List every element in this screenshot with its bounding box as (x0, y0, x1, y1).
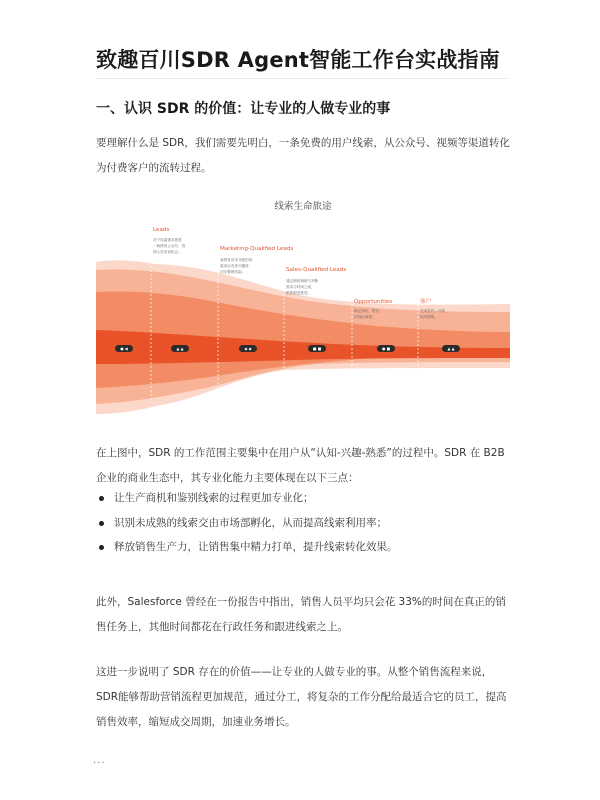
stage-label-leads: Leads (153, 227, 170, 233)
stage-marker-label: ▲ ▲ (176, 346, 184, 351)
bullet-dot-icon (99, 496, 104, 501)
stage-label-mql: Marketing-Qualified Leads (220, 246, 294, 252)
stage-label-customer: 客户 (420, 299, 432, 305)
bullet-dot-icon (99, 521, 104, 526)
bullet-dot-icon (99, 545, 104, 550)
section-title: 一、认识 SDR 的价值：让专业的人做专业的事 (96, 101, 391, 117)
stage-desc: 索项目或者兴趣度， (220, 264, 253, 268)
list-item-text: 识别未成熟的线索交由市场部孵化，从而提高线索利用率； (114, 516, 387, 529)
stage-desc: 理人员培训机会。 (153, 250, 182, 254)
stage-desc: 完成签约，付款， (420, 309, 449, 313)
stage-desc: 通过商机调研与判断 (286, 279, 319, 283)
stage-desc: 表明有初步分配的线 (220, 258, 253, 262)
lead-journey-figure (96, 192, 510, 416)
sdr-value-paragraph: 这进一步说明了 SDR 存在的价值——让专业的人做专业的事。从整个销售流程来说，SDR能够帮助营销流程更加规范，通过分工，将复杂的工作分配给最适合它的员工，提高销售效率，缩短成交周期，加速业务增长。 (96, 666, 507, 728)
title-divider (96, 78, 508, 79)
stage-desc: 销售跟进推进。 (286, 291, 312, 295)
stage-label-sql: Sales-Qualified Leads (286, 267, 347, 273)
stage-desc: 初步整理线索。 (220, 270, 246, 274)
list-item (96, 517, 510, 529)
list-item-text: 让生产商机和鉴别线索的过程更加专业化； (114, 492, 314, 504)
stage-desc: 招投标流程。 (354, 315, 376, 319)
lead-journey-diagram (96, 192, 510, 416)
continuation-ellipsis: ··· (93, 758, 106, 769)
stage-marker-label: ● ◀ (120, 346, 128, 351)
stage-marker-label: ◆ ◆ (244, 346, 252, 351)
stage-desc: 需求与时间之间， (286, 285, 315, 289)
document-title: 致趣百川SDR Agent智能工作台实战指南 (96, 48, 500, 72)
stage-desc: 确定商机，报价， (354, 309, 383, 313)
stage-desc: 续约增购。 (420, 315, 438, 319)
list-item (96, 492, 510, 504)
value-bullet-list (96, 492, 510, 566)
figure-title: 线索生命旅途 (274, 201, 332, 212)
list-item (96, 541, 510, 553)
stage-marker-label: ■ ■ (312, 346, 322, 351)
stage-marker-label: ▲ ▲ (447, 346, 455, 351)
list-item-text: 释放销售生产力，让销售集中精力打单，提升线索转化效果。 (114, 541, 398, 553)
stage-desc: 一般使用公众号，管 (153, 244, 186, 248)
stage-label-opportunities: Opportunities (354, 299, 393, 305)
salesforce-paragraph: 此外，Salesforce 曾经在一份报告中指出，销售人员平均只会花 33%的时间在真正的销售任务上，其他时间都花在行政任务和跟进线索之上。 (96, 596, 506, 633)
stage-marker-label: ● ■ (381, 346, 391, 351)
figure-explanation-paragraph: 在上图中，SDR 的工作范围主要集中在用户从“认知-兴趣-熟悉”的过程中。SDR 在 B2B 企业的商业生态中，其专业化能力主要体现在以下三点： (96, 447, 505, 484)
intro-paragraph: 要理解什么是 SDR，我们需要先明白，一条免费的用户线索，从公众号、视频等渠道转化为付费客户的流转过程。 (96, 137, 510, 174)
stage-desc: 对于线索需求意愿 (153, 238, 182, 242)
